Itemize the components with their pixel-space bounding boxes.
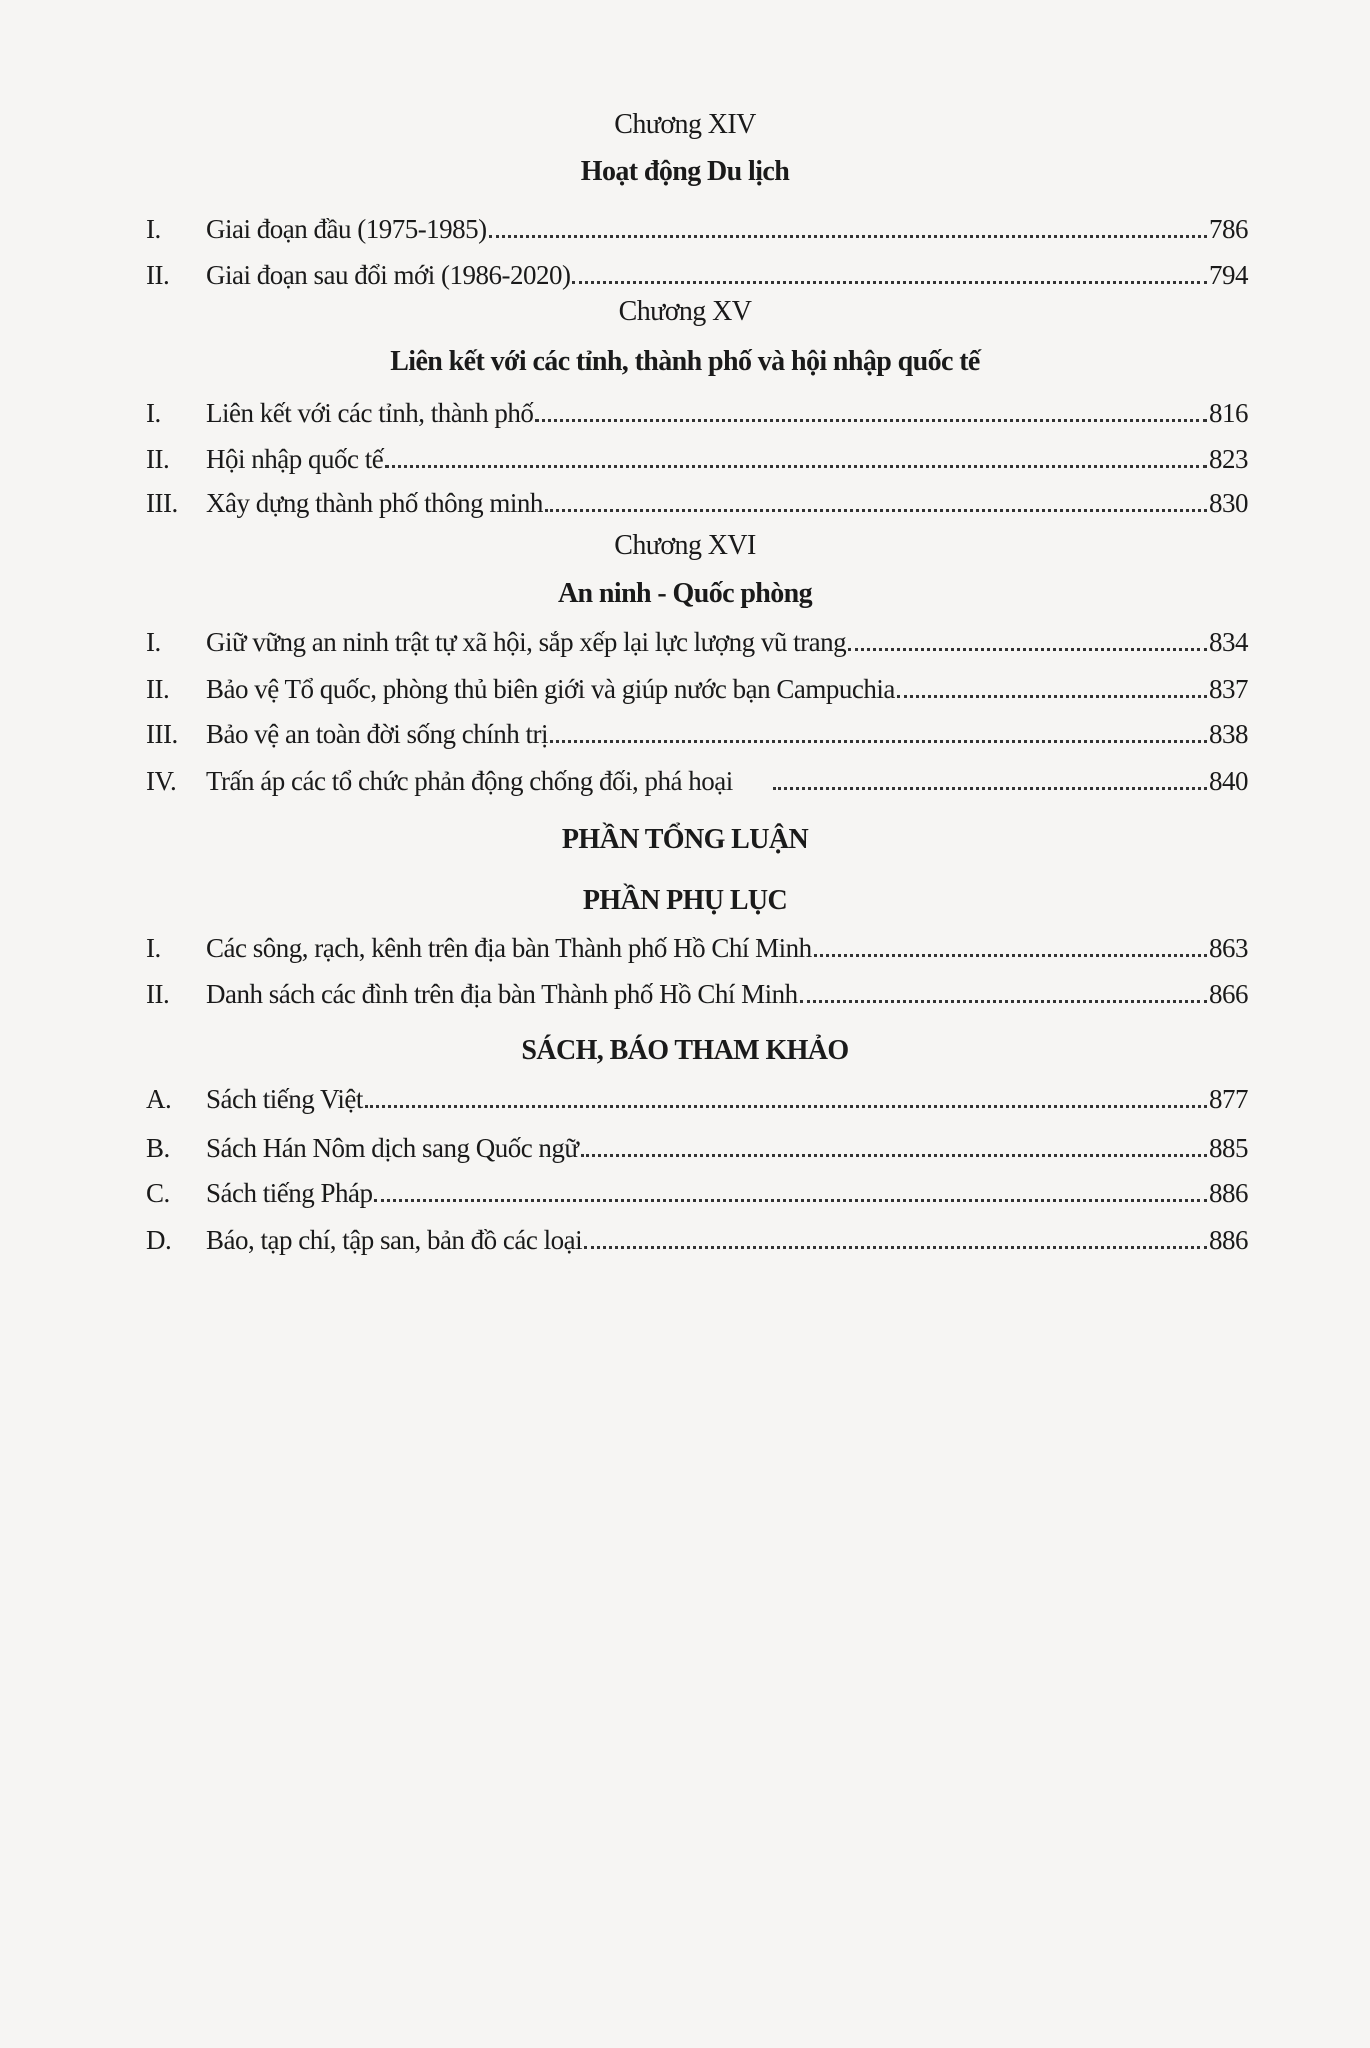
toc-entry xyxy=(146,672,1248,706)
entry-number: II. xyxy=(146,979,170,1009)
entry-page: 863 xyxy=(1209,933,1248,963)
entry-page: 886 xyxy=(1209,1178,1248,1208)
entry-page: 885 xyxy=(1209,1133,1248,1163)
entry-page: 834 xyxy=(1209,627,1248,657)
entry-text: Các sông, rạch, kênh trên địa bàn Thành phố Hồ Chí Minh xyxy=(206,933,812,963)
entry-text: Hội nhập quốc tế xyxy=(206,444,384,474)
leader-dots xyxy=(800,1000,1207,1003)
chapter-title: Hoạt động Du lịch xyxy=(580,156,790,187)
leader-dots xyxy=(848,648,1207,651)
entry-text: Giai đoạn sau đổi mới (1986-2020) xyxy=(206,260,571,290)
entry-number: C. xyxy=(146,1178,170,1208)
chapter-label: Chương XVI xyxy=(614,530,756,561)
toc-entry xyxy=(146,1131,1248,1165)
leader-dots xyxy=(535,419,1207,422)
entry-text: Liên kết với các tỉnh, thành phố xyxy=(206,398,534,428)
chapter-label: Chương XV xyxy=(618,296,752,327)
entry-page: 886 xyxy=(1209,1225,1248,1255)
part-title-tham-khao: SÁCH, BÁO THAM KHẢO xyxy=(521,1035,849,1066)
leader-dots xyxy=(365,1105,1207,1108)
entry-page: 866 xyxy=(1209,979,1248,1009)
leader-dots xyxy=(572,281,1207,284)
toc-entry xyxy=(146,486,1248,520)
entry-number: A. xyxy=(146,1084,172,1114)
entry-page: 877 xyxy=(1209,1084,1248,1114)
entry-text: Giữ vững an ninh trật tự xã hội, sắp xếp lại lực lượng vũ trang xyxy=(206,627,847,657)
entry-page: 794 xyxy=(1209,260,1248,290)
toc-entry xyxy=(146,764,1248,798)
entry-text: Giai đoạn đầu (1975-1985) xyxy=(206,214,487,244)
entry-number: IV. xyxy=(146,766,177,796)
chapter-title: Liên kết với các tỉnh, thành phố và hội nhập quốc tế xyxy=(390,346,980,377)
entry-number: I. xyxy=(146,933,161,963)
toc-entry xyxy=(146,931,1248,965)
toc-entry xyxy=(146,396,1248,430)
leader-dots xyxy=(584,1246,1207,1249)
entry-text: Xây dựng thành phố thông minh xyxy=(206,488,543,518)
toc-entry xyxy=(146,212,1248,246)
entry-page: 837 xyxy=(1209,674,1248,704)
entry-text: Danh sách các đình trên địa bàn Thành phố Hồ Chí Minh xyxy=(206,979,798,1009)
part-title-tong-luan: PHẦN TỔNG LUẬN xyxy=(561,824,809,855)
entry-text: Sách tiếng Việt xyxy=(206,1084,363,1114)
toc-entry xyxy=(146,717,1248,751)
entry-number: I. xyxy=(146,627,161,657)
entry-page: 786 xyxy=(1209,214,1248,244)
toc-entry xyxy=(146,442,1248,476)
entry-page: 838 xyxy=(1209,719,1248,749)
entry-number: I. xyxy=(146,398,161,428)
part-title-phu-luc: PHẦN PHỤ LỤC xyxy=(582,885,788,916)
toc-entry xyxy=(146,977,1248,1011)
toc-entry xyxy=(146,1176,1248,1210)
leader-dots xyxy=(545,509,1207,512)
entry-text: Bảo vệ Tổ quốc, phòng thủ biên giới và giúp nước bạn Campuchia xyxy=(206,674,895,704)
entry-number: II. xyxy=(146,260,170,290)
entry-number: I. xyxy=(146,214,161,244)
leader-dots xyxy=(897,695,1207,698)
entry-text: Sách Hán Nôm dịch sang Quốc ngữ xyxy=(206,1133,579,1163)
entry-page: 830 xyxy=(1209,488,1248,518)
entry-number: III. xyxy=(146,488,178,518)
toc-entry xyxy=(146,1223,1248,1257)
entry-number: B. xyxy=(146,1133,170,1163)
entry-text: Bảo vệ an toàn đời sống chính trị xyxy=(206,719,548,749)
leader-dots xyxy=(550,740,1207,743)
entry-text: Sách tiếng Pháp xyxy=(206,1178,373,1208)
entry-text: Báo, tạp chí, tập san, bản đồ các loại xyxy=(206,1225,583,1255)
entry-page: 840 xyxy=(1209,766,1248,796)
chapter-label: Chương XIV xyxy=(614,109,756,140)
toc-entry xyxy=(146,1082,1248,1116)
entry-number: D. xyxy=(146,1225,172,1255)
leader-dots xyxy=(374,1199,1207,1202)
entry-page: 823 xyxy=(1209,444,1248,474)
entry-text: Trấn áp các tổ chức phản động chống đối, phá hoại xyxy=(206,766,733,796)
chapter-title: An ninh - Quốc phòng xyxy=(557,578,813,609)
entry-number: II. xyxy=(146,444,170,474)
toc-entry xyxy=(146,258,1248,292)
leader-dots xyxy=(814,954,1207,957)
toc-entry xyxy=(146,625,1248,659)
entry-number: III. xyxy=(146,719,178,749)
leader-dots xyxy=(773,787,1207,790)
entry-page: 816 xyxy=(1209,398,1248,428)
leader-dots xyxy=(489,235,1207,238)
entry-number: II. xyxy=(146,674,170,704)
leader-dots xyxy=(385,465,1207,468)
leader-dots xyxy=(581,1154,1207,1157)
